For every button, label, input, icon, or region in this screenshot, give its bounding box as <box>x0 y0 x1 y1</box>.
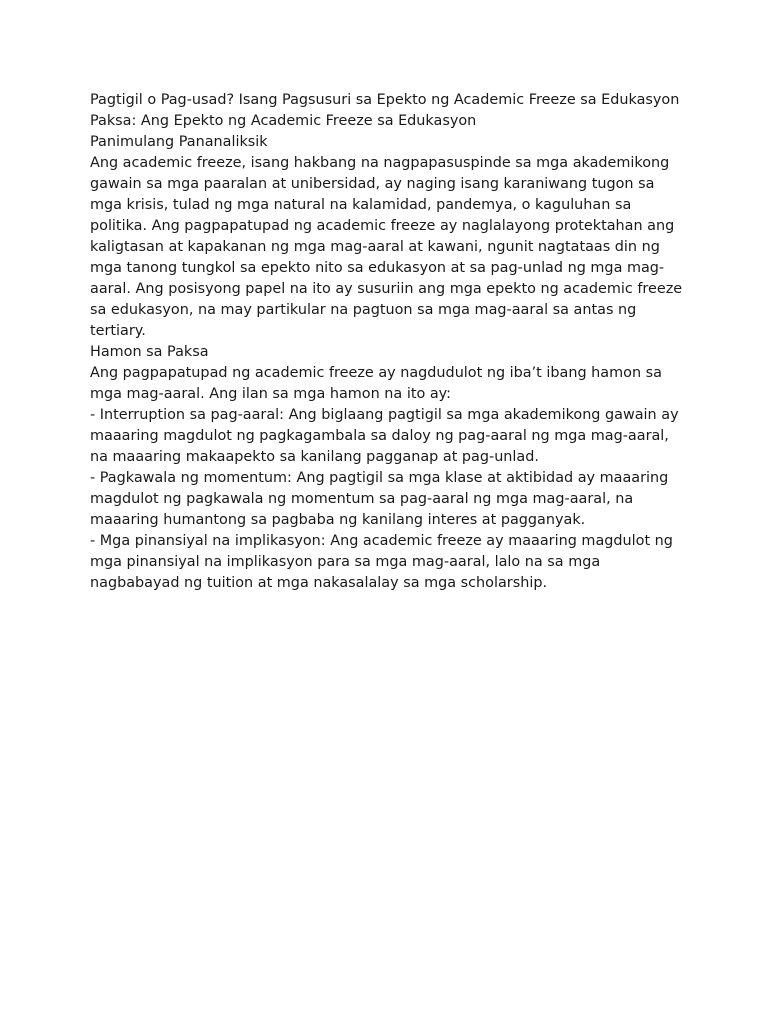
intro-heading: Panimulang Pananaliksik <box>90 134 268 150</box>
document-page <box>90 90 690 594</box>
bullet-item-momentum: - Pagkawala ng momentum: Ang pagtigil sa mga klase at aktibidad ay maaaring magdulot ng pagkawala ng momentum sa pag-aaral ng mga mag-aaral, na maaaring humantong sa pagbaba ng kanilang interes at pagganyak. <box>90 470 669 528</box>
topic-line: Paksa: Ang Epekto ng Academic Freeze sa Edukasyon <box>90 113 477 129</box>
challenge-paragraph: Ang pagpapatupad ng academic freeze ay nagdudulot ng iba’t ibang hamon sa mga mag-aaral. Ang ilan sa mga hamon na ito ay: <box>90 365 662 402</box>
bullet-item-interruption: - Interruption sa pag-aaral: Ang biglaang pagtigil sa mga akademikong gawain ay maaaring magdulot ng pagkagambala sa daloy ng pag-aaral ng mga mag-aaral, na maaaring makaapekto sa kanilang pagganap at pag-unlad. <box>90 407 679 465</box>
bullet-item-financial: - Mga pinansiyal na implikasyon: Ang academic freeze ay maaaring magdulot ng mga pinansiyal na implikasyon para sa mga mag-aaral, lalo na sa mga nagbabayad ng tuition at mga nakasalalay sa mga scholarship. <box>90 533 673 591</box>
intro-paragraph: Ang academic freeze, isang hakbang na nagpapasuspinde sa mga akademikong gawain sa mga paaralan at unibersidad, ay naging isang karaniwang tugon sa mga krisis, tulad ng mga natural na kalamidad, pandemya, o kaguluhan sa politika. Ang pagpapatupad ng academic freeze ay naglalayong protektahan ang kaligtasan at kapakanan ng mga mag-aaral at kawani, ngunit nagtataas din ng mga tanong tungkol sa epekto nito sa edukasyon at sa pag-unlad ng mga mag-aaral. Ang posisyong papel na ito ay susuriin ang mga epekto ng academic freeze sa edukasyon, na may partikular na pagtuon sa mga mag-aaral sa antas ng tertiary. <box>90 155 683 339</box>
document-title: Pagtigil o Pag-usad? Isang Pagsusuri sa Epekto ng Academic Freeze sa Edukasyon <box>90 92 680 108</box>
challenge-heading: Hamon sa Paksa <box>90 344 209 360</box>
